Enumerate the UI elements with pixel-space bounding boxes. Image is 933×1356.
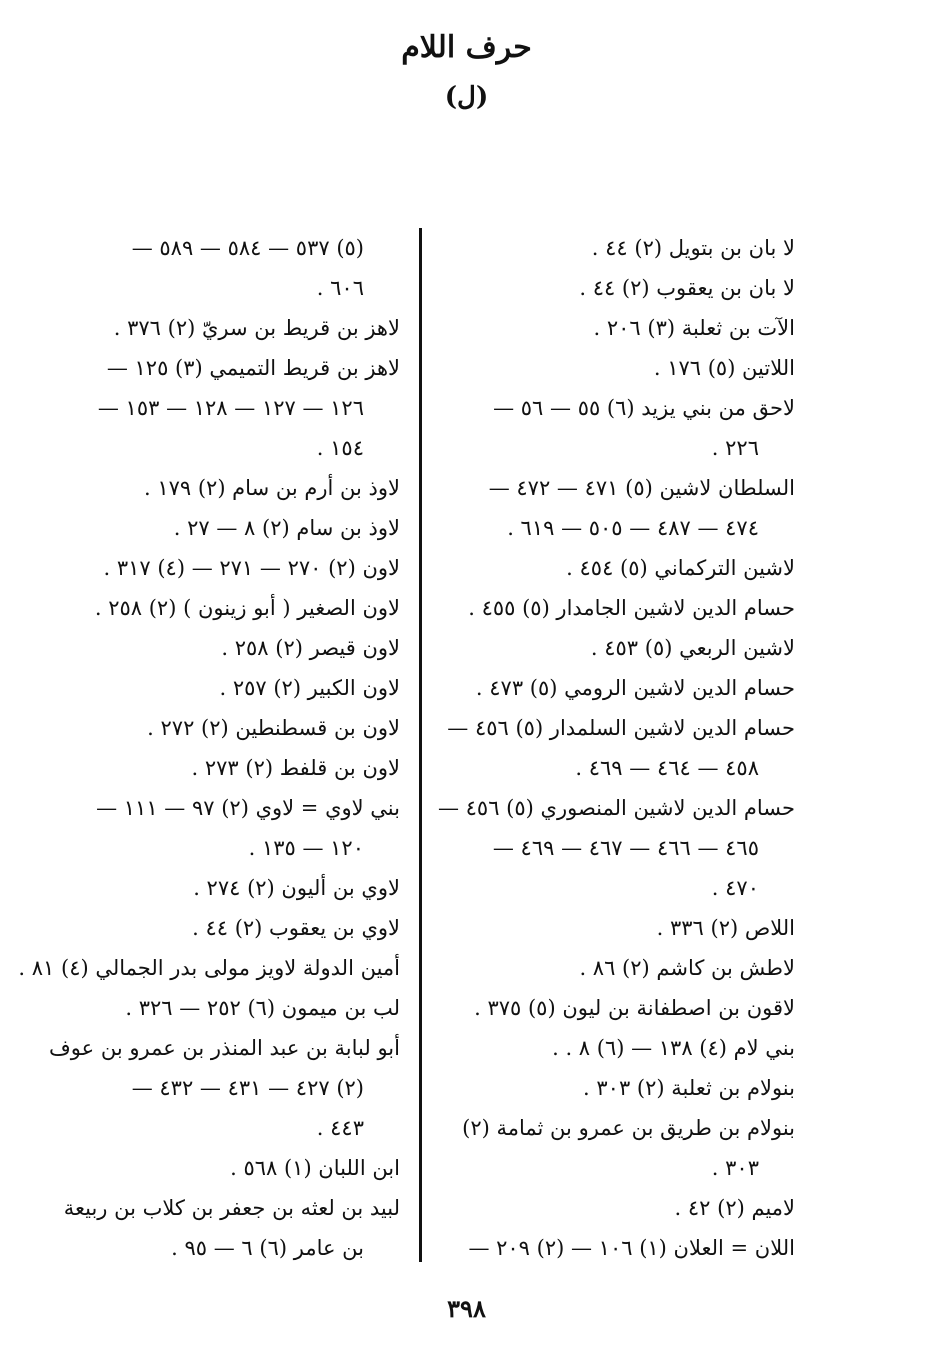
index-entry: لاوي بن يعقوب (٢) ٤٤ . [192, 916, 400, 940]
index-entry: لا بان بن بتويل (٢) ٤٤ . [591, 236, 795, 260]
index-entry: بنولام بن ثعلبة (٢) ٣٠٣ . [583, 1076, 795, 1100]
index-entry-continuation: (٢) ٤٢٧ — ٤٣١ — ٤٣٢ — [131, 1076, 364, 1100]
index-entry: السلطان لاشين (٥) ٤٧١ — ٤٧٢ — [488, 476, 795, 500]
index-entry: لاهز بن قريط التميمي (٣) ١٢٥ — [106, 356, 400, 380]
index-column-left [18, 228, 400, 1268]
index-entry-continuation: ٤٦٥ — ٤٦٦ — ٤٦٧ — ٤٦٩ — [492, 836, 759, 860]
index-entry: لاشين التركماني (٥) ٤٥٤ . [566, 556, 795, 580]
index-entry: لاون بن قسطنطين (٢) ٢٧٢ . [147, 716, 400, 740]
index-entry: لاشين الربعي (٥) ٤٥٣ . [590, 636, 795, 660]
index-entry: حسام الدين لاشين الجامدار (٥) ٤٥٥ . [468, 596, 795, 620]
index-entry-continuation: ١٢٠ — ١٣٥ . [248, 836, 364, 860]
index-entry: لاون قيصر (٢) ٢٥٨ . [221, 636, 400, 660]
index-entry-continuation: ٦٠٦ . [316, 276, 364, 300]
section-letter: (ل) [444, 82, 489, 112]
index-entry: لاوي بن أليون (٢) ٢٧٤ . [193, 876, 400, 900]
index-entry: لاميم (٢) ٤٢ . [674, 1196, 795, 1220]
index-entry: لاوذ بن سام (٢) ٨ — ٢٧ . [173, 516, 400, 540]
index-entry: اللان = العلان (١) ١٠٦ — (٢) ٢٠٩ — [468, 1236, 795, 1260]
index-entry-continuation: ٤٥٨ — ٤٦٤ — ٤٦٩ . [575, 756, 759, 780]
index-entry: لاون بن قلفط (٢) ٢٧٣ . [191, 756, 400, 780]
index-entry: ابن اللبان (١) ٥٦٨ . [230, 1156, 400, 1180]
column-divider [419, 228, 422, 1262]
index-entry: حسام الدين لاشين السلمدار (٥) ٤٥٦ — [447, 716, 795, 740]
index-entry: حسام الدين لاشين المنصوري (٥) ٤٥٦ — [437, 796, 795, 820]
index-entry: أبو لبابة بن عبد المنذر بن عمرو بن عوف [49, 1036, 400, 1060]
index-entry: لاون (٢) ٢٧٠ — ٢٧١ — (٤) ٣١٧ . [103, 556, 400, 580]
index-entry-continuation: بن عامر (٦) ٦ — ٩٥ . [171, 1236, 364, 1260]
index-entry: لاطش بن كاشم (٢) ٨٦ . [579, 956, 795, 980]
index-entry: لبيد بن لعثه بن جعفر بن كلاب بن ربيعة [63, 1196, 400, 1220]
index-entry: لا بان بن يعقوب (٢) ٤٤ . [579, 276, 795, 300]
index-entry: اللاص (٢) ٣٣٦ . [656, 916, 795, 940]
index-entry: لاون الصغير ( أبو زينون ) (٢) ٢٥٨ . [94, 596, 400, 620]
index-entry: بني لام (٤) ١٣٨ — (٦) ٨ . . [552, 1036, 795, 1060]
index-entry-continuation: ٤٧٤ — ٤٨٧ — ٥٠٥ — ٦١٩ . [507, 516, 759, 540]
index-entry-continuation: ١٥٤ . [316, 436, 364, 460]
index-column-right [437, 228, 795, 1268]
index-entry-continuation: ٢٢٦ . [711, 436, 759, 460]
index-entry: الآت بن ثعلبة (٣) ٢٠٦ . [593, 316, 795, 340]
index-entry: لاون الكبير (٢) ٢٥٧ . [219, 676, 400, 700]
index-entry-continuation: ٣٠٣ . [711, 1156, 759, 1180]
index-entry: لاقون بن اصطفانة بن ليون (٥) ٣٧٥ . [474, 996, 795, 1020]
index-entry: حسام الدين لاشين الرومي (٥) ٤٧٣ . [475, 676, 795, 700]
page-number: ٣٩٨ [447, 1294, 486, 1323]
index-entry-continuation: ٤٤٣ . [316, 1116, 364, 1140]
index-entry: لب بن ميمون (٦) ٢٥٢ — ٣٢٦ . [125, 996, 400, 1020]
index-entry: أمين الدولة لاويز مولى بدر الجمالي (٤) ٨١ . [18, 956, 400, 980]
index-entry-continuation: ١٢٦ — ١٢٧ — ١٢٨ — ١٥٣ — [97, 396, 364, 420]
index-entry: بنولام بن طريق بن عمرو بن ثمامة (٢) [462, 1116, 795, 1140]
index-entry-continuation: (٥) ٥٣٧ — ٥٨٤ — ٥٨٩ — [131, 236, 364, 260]
index-entry: لاحق من بني يزيد (٦) ٥٥ — ٥٦ — [493, 396, 795, 420]
index-entry: لاوذ بن أرم بن سام (٢) ١٧٩ . [143, 476, 400, 500]
index-entry-continuation: ٤٧٠ . [711, 876, 759, 900]
index-entry: اللاتين (٥) ١٧٦ . [653, 356, 795, 380]
index-entry: بني لاوي = لاوي (٢) ٩٧ — ١١١ — [96, 796, 400, 820]
index-entry: لاهز بن قريط بن سريّ (٢) ٣٧٦ . [113, 316, 400, 340]
page-title: حرف اللام [401, 30, 532, 65]
